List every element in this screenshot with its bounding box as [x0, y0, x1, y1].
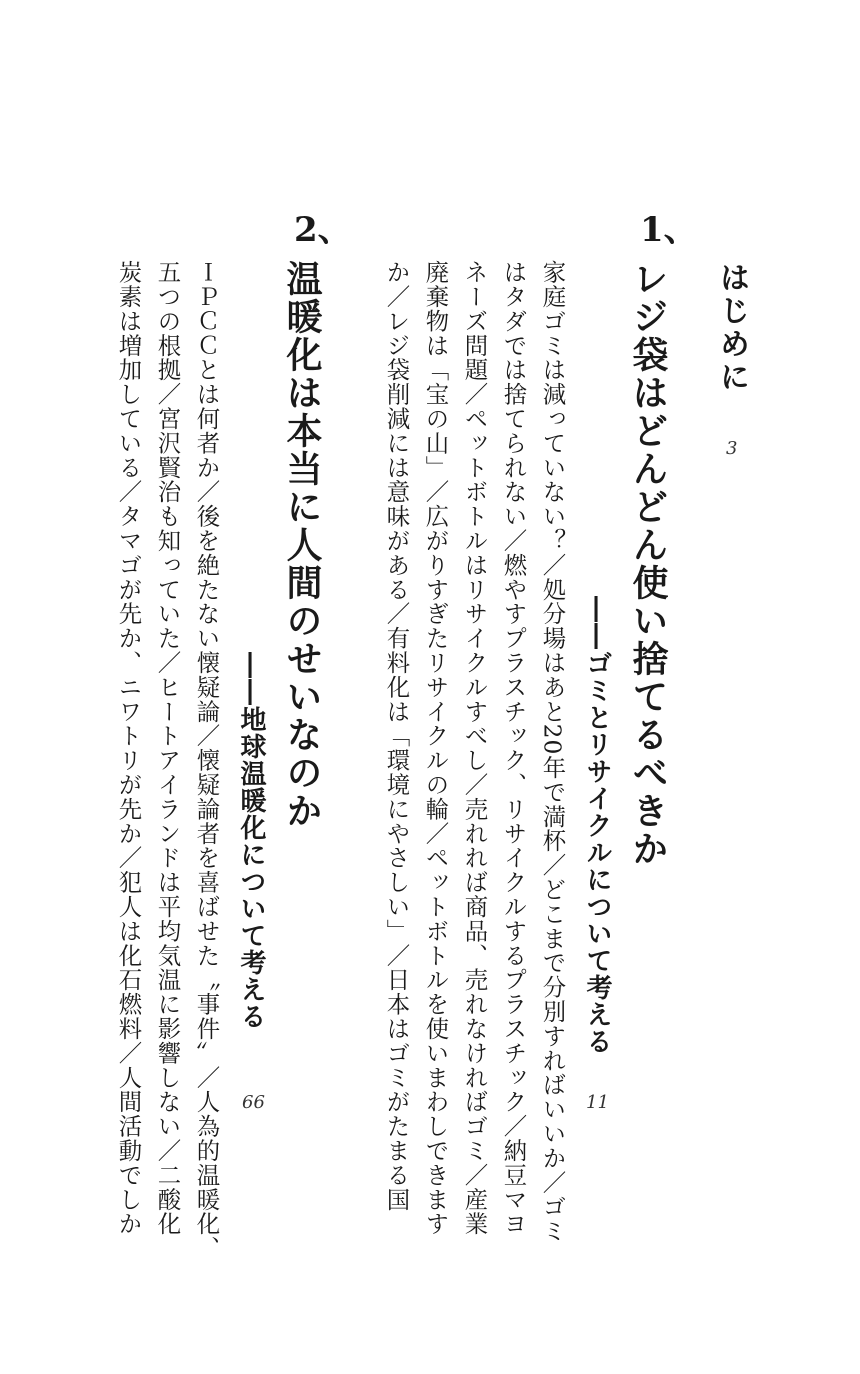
chapter-1-title: レジ袋はどんどん使い捨てるべきか [627, 260, 669, 868]
chapter-1-summary-line: 家庭ゴミは減っていない？／処分場はあと20年で満杯／どこまで分別すればいいか／ゴミ [538, 260, 567, 1244]
chapter-1-summary-line: ネーズ問題／ペットボトルはリサイクルすべし／売れれば商品、売れなければゴミ／産業 [460, 260, 489, 1236]
chapter-2-summary-line: 五つの根拠／宮沢賢治も知っていた／ヒートアイランドは平均気温に影響しない／二酸化 [153, 260, 182, 1236]
chapter-2-page-number: 66 [242, 1092, 265, 1113]
chapter-2-number: 2、 [294, 210, 352, 250]
chapter-2-subtitle: ――地球温暖化について考える [236, 652, 266, 1030]
chapter-1-page-number: 11 [586, 1092, 609, 1113]
chapter-1-summary-line: はタダでは捨てられない／燃やすプラスチック、リサイクルするプラスチック／納豆マヨ [499, 260, 528, 1236]
chapter-2-title: 温暖化は本当に人間のせいなのか [281, 260, 323, 830]
chapter-1-subtitle: ――ゴミとリサイクルについて考える [582, 596, 612, 1055]
intro-page-number: 3 [726, 438, 738, 459]
intro-title: はじめに [714, 262, 749, 394]
chapter-1-number: 1、 [640, 210, 698, 250]
chapter-2-summary-line: 炭素は増加している／タマゴが先か、ニワトリが先か／犯人は化石燃料／人間活動でしか [114, 260, 143, 1236]
chapter-1-summary-line: か／レジ袋削減には意味がある／有料化は「環境にやさしい」／日本はゴミがたまる国 [382, 260, 411, 1212]
chapter-1-summary-line: 廃棄物は「宝の山」／広がりすぎたリサイクルの輪／ペットボトルを使いまわしできます [421, 260, 450, 1236]
chapter-2-summary-line: ＩＰＣＣとは何者か／後を絶たない懐疑論／懐疑論者を喜ばせた〝事件〟／人為的温暖化、 [192, 260, 221, 1261]
